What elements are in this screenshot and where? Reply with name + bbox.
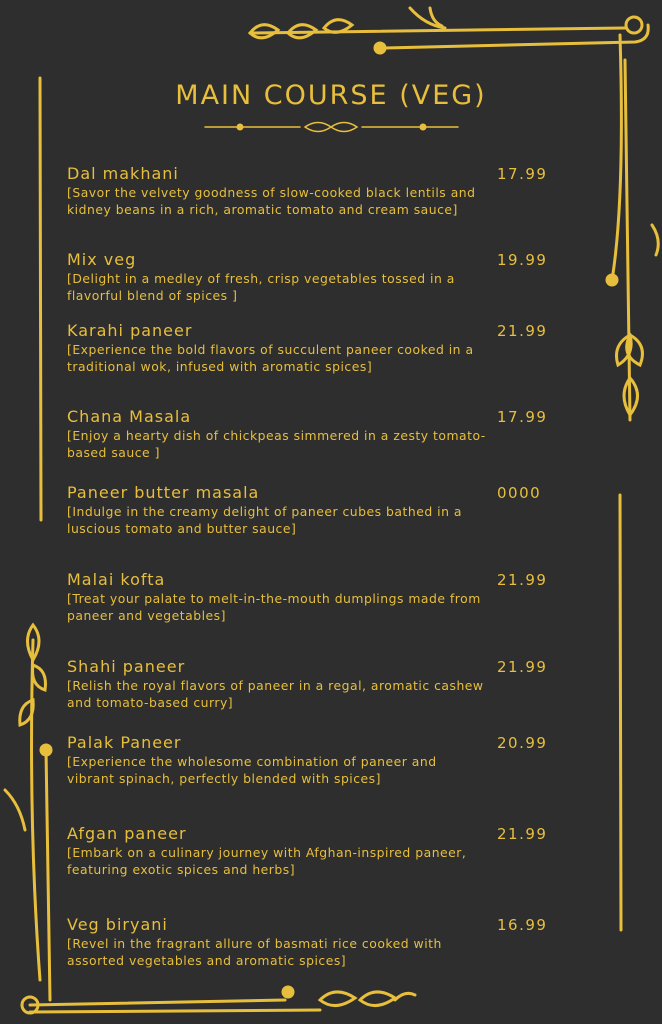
menu-item	[67, 825, 587, 878]
left-line-icon	[40, 78, 41, 520]
menu-item	[67, 916, 587, 969]
item-name: Veg biryani	[67, 915, 168, 934]
item-name: Dal makhani	[67, 164, 179, 183]
item-description: [Relish the royal flavors of paneer in a regal, aromatic cashew and tomato-based curry]	[67, 678, 484, 710]
menu-item	[67, 571, 587, 624]
bottom-vine-line-icon	[30, 1000, 285, 1005]
left-vine-icon	[32, 640, 40, 980]
item-name: Palak Paneer	[67, 733, 182, 752]
item-price: 21.99	[497, 322, 548, 340]
menu-item	[67, 734, 587, 787]
item-price: 21.99	[497, 825, 548, 843]
item-name: Shahi paneer	[67, 657, 186, 676]
item-description: [Delight in a medley of fresh, crisp vegetables tossed in a flavorful blend of spices ]	[67, 271, 455, 303]
item-description: [Experience the bold flavors of succulent paneer cooked in a traditional wok, infused with aromatic spices]	[67, 342, 474, 374]
item-name: Karahi paneer	[67, 321, 193, 340]
item-description: [Indulge in the creamy delight of paneer cubes bathed in a luscious tomato and butter sauce]	[67, 504, 462, 536]
item-price: 20.99	[497, 734, 548, 752]
page-title: MAIN COURSE (VEG)	[175, 80, 487, 111]
item-price: 21.99	[497, 658, 548, 676]
item-name: Paneer butter masala	[67, 483, 260, 502]
top-vine-line-icon	[250, 28, 625, 33]
item-price: 19.99	[497, 251, 548, 269]
menu-item	[67, 322, 587, 375]
item-price: 17.99	[497, 165, 548, 183]
item-name: Afgan paneer	[67, 824, 187, 843]
item-description: [Embark on a culinary journey with Afghan-inspired paneer, featuring exotic spices and herbs]	[67, 845, 467, 877]
menu-item	[67, 165, 587, 218]
item-description: [Savor the velvety goodness of slow-cooked black lentils and kidney beans in a rich, aromatic tomato and cream sauce]	[67, 185, 476, 217]
item-description: [Revel in the fragrant allure of basmati rice cooked with assorted vegetables and aromatic spices]	[67, 936, 442, 968]
item-price: 17.99	[497, 408, 548, 426]
menu-item	[67, 484, 587, 537]
item-name: Malai kofta	[67, 570, 166, 589]
item-description: [Enjoy a hearty dish of chickpeas simmered in a zesty tomato-based sauce ]	[67, 428, 486, 460]
item-name: Chana Masala	[67, 407, 192, 426]
menu-item	[67, 658, 587, 711]
item-name: Mix veg	[67, 250, 137, 269]
menu-item	[67, 408, 587, 461]
item-description: [Treat your palate to melt-in-the-mouth dumplings made from paneer and vegetables]	[67, 591, 481, 623]
top-ring-icon	[626, 17, 642, 33]
right-vine-icon	[612, 35, 621, 280]
right-line-icon	[620, 495, 621, 930]
menu-item	[67, 251, 587, 304]
item-price: 16.99	[497, 916, 548, 934]
item-price: 21.99	[497, 571, 548, 589]
item-description: [Experience the wholesome combination of paneer and vibrant spinach, perfectly blended with spices]	[67, 754, 437, 786]
item-price: 0000	[497, 484, 542, 502]
